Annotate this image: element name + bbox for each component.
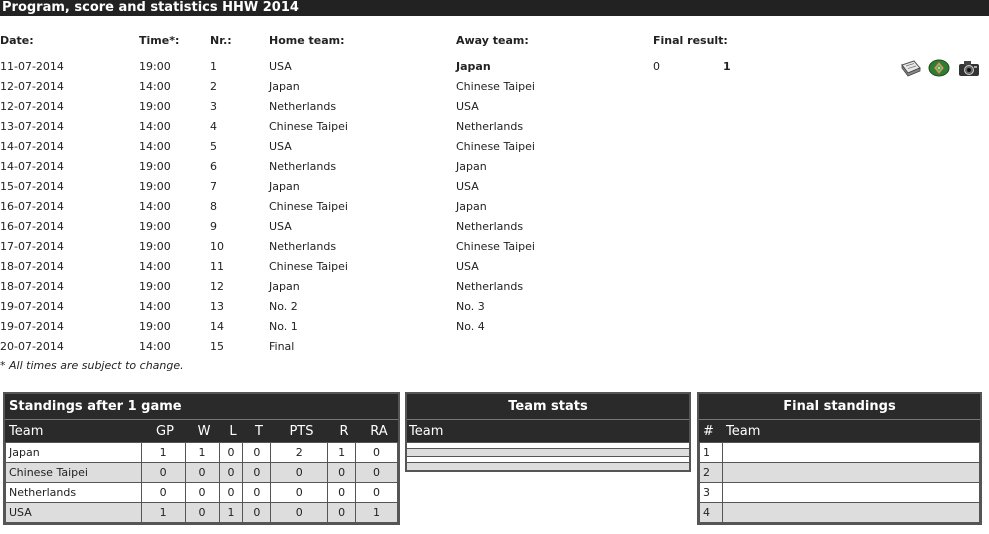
ra-cell: 0 [356,443,398,463]
pts-cell: 0 [271,483,328,503]
game-row [0,178,989,198]
standings-title: Standings after 1 game [5,394,398,419]
away-team: USA [456,260,479,273]
away-team: Chinese Taipei [456,140,535,153]
game-date: 16-07-2014 [0,200,64,213]
gp-cell: 0 [141,483,185,503]
game-time: 14:00 [139,340,171,353]
game-number: 1 [210,60,217,73]
game-date: 17-07-2014 [0,240,64,253]
away-team: No. 3 [456,300,485,313]
team-cell [723,483,980,503]
l-cell: 0 [219,463,243,483]
game-number: 12 [210,280,224,293]
game-date: 18-07-2014 [0,280,64,293]
game-number: 6 [210,160,217,173]
game-date: 16-07-2014 [0,220,64,233]
table-row [407,448,689,456]
table-row [700,483,980,503]
r-cell: 1 [328,443,356,463]
table-row [407,462,689,470]
w-cell: 0 [185,503,219,523]
away-team: Chinese Taipei [456,240,535,253]
game-time: 19:00 [139,220,171,233]
game-row [0,198,989,218]
team-cell: Chinese Taipei [6,463,142,483]
w-cell: 0 [185,483,219,503]
game-time: 14:00 [139,300,171,313]
t-cell: 0 [243,463,271,483]
home-team-header: Home team: [269,34,345,47]
rank-cell: 1 [700,443,723,463]
team-cell [723,443,980,463]
home-team: USA [269,220,292,233]
home-team: No. 1 [269,320,298,333]
game-row [0,58,989,78]
game-row [0,278,989,298]
game-row [0,338,989,358]
col-r: R [339,424,349,439]
home-team: USA [269,140,292,153]
team-cell [723,463,980,483]
away-team: USA [456,180,479,193]
table-row [6,503,398,523]
table-row [6,463,398,483]
baseball-field-icon[interactable] [928,59,950,77]
home-team: Japan [269,280,300,293]
away-team: Japan [456,60,491,73]
away-score: 1 [723,60,731,73]
col-t: T [255,424,263,439]
game-row [0,98,989,118]
camera-icon[interactable] [958,59,980,77]
program-header [0,34,989,48]
game-time: 19:00 [139,240,171,253]
pts-cell: 2 [271,443,328,463]
game-time: 14:00 [139,80,171,93]
table-row [6,443,398,463]
game-date: 14-07-2014 [0,140,64,153]
game-time: 19:00 [139,280,171,293]
times-note: * All times are subject to change. [0,359,184,372]
final-standings-panel [697,392,982,525]
table-row [700,503,980,523]
team-cell [723,503,980,523]
gp-cell: 1 [141,503,185,523]
time-header: Time*: [139,34,180,47]
r-cell: 0 [328,483,356,503]
home-team: Netherlands [269,100,337,113]
program-list [0,58,989,358]
game-row [0,298,989,318]
game-date: 19-07-2014 [0,320,64,333]
game-time: 14:00 [139,260,171,273]
team-cell: Netherlands [6,483,142,503]
game-number: 7 [210,180,217,193]
ra-cell: 1 [356,503,398,523]
game-row [0,238,989,258]
game-row [0,218,989,238]
t-cell: 0 [243,443,271,463]
away-team: USA [456,100,479,113]
game-time: 19:00 [139,180,171,193]
rank-cell: 2 [700,463,723,483]
col-pts: PTS [289,424,314,439]
col-rank: # [703,424,714,439]
away-team: Japan [456,200,487,213]
home-team: Chinese Taipei [269,120,348,133]
away-team-header: Away team: [456,34,529,47]
game-number: 2 [210,80,217,93]
game-row [0,138,989,158]
team-stats-header: Team [407,419,689,442]
r-cell: 0 [328,503,356,523]
col-gp: GP [156,424,174,439]
game-date: 13-07-2014 [0,120,64,133]
col-w: W [197,424,211,439]
away-team: No. 4 [456,320,485,333]
r-cell: 0 [328,463,356,483]
pts-cell: 0 [271,463,328,483]
game-time: 19:00 [139,320,171,333]
away-team: Netherlands [456,220,524,233]
final-standings-table [699,442,980,523]
game-date: 12-07-2014 [0,100,64,113]
l-cell: 0 [219,483,243,503]
game-time: 19:00 [139,60,171,73]
col-l: L [229,424,237,439]
l-cell: 0 [219,443,243,463]
game-date: 18-07-2014 [0,260,64,273]
date-header: Date: [0,34,34,47]
home-team: Chinese Taipei [269,260,348,273]
game-number: 3 [210,100,217,113]
gp-cell: 1 [141,443,185,463]
w-cell: 1 [185,443,219,463]
game-number: 15 [210,340,224,353]
game-number: 4 [210,120,217,133]
t-cell: 0 [243,503,271,523]
home-team: Japan [269,180,300,193]
col-team: Team [726,424,761,439]
home-team: Netherlands [269,160,337,173]
ra-cell: 0 [356,463,398,483]
home-team: Final [269,340,295,353]
table-row [6,483,398,503]
final-standings-header [699,419,980,442]
game-time: 14:00 [139,200,171,213]
home-team: Netherlands [269,240,337,253]
home-team: No. 2 [269,300,298,313]
team-cell: Japan [6,443,142,463]
page-title: Program, score and statistics HHW 2014 [0,0,989,16]
game-row [0,78,989,98]
team-stats-panel [405,392,691,472]
game-number: 5 [210,140,217,153]
standings-header [5,419,398,442]
away-team: Chinese Taipei [456,80,535,93]
col-ra: RA [370,424,388,439]
home-score: 0 [653,60,660,73]
standings-panel [3,392,400,525]
table-row [700,443,980,463]
game-time: 19:00 [139,100,171,113]
final-standings-title: Final standings [699,394,980,419]
game-number: 10 [210,240,224,253]
game-row [0,258,989,278]
game-number: 11 [210,260,224,273]
away-team: Japan [456,160,487,173]
l-cell: 1 [219,503,243,523]
scoresheet-icon[interactable] [900,59,922,77]
game-number: 14 [210,320,224,333]
standings-table [5,442,398,523]
rank-cell: 4 [700,503,723,523]
home-team: USA [269,60,292,73]
game-date: 11-07-2014 [0,60,64,73]
w-cell: 0 [185,463,219,483]
nr-header: Nr.: [210,34,232,47]
game-time: 14:00 [139,140,171,153]
game-time: 14:00 [139,120,171,133]
away-team: Netherlands [456,120,524,133]
game-row [0,158,989,178]
home-team: Chinese Taipei [269,200,348,213]
team-stats-title: Team stats [407,394,689,419]
game-date: 20-07-2014 [0,340,64,353]
table-row [700,463,980,483]
game-number: 9 [210,220,217,233]
game-number: 8 [210,200,217,213]
game-date: 14-07-2014 [0,160,64,173]
t-cell: 0 [243,483,271,503]
col-team: Team [9,424,44,439]
rank-cell: 3 [700,483,723,503]
game-row [0,118,989,138]
team-cell: USA [6,503,142,523]
pts-cell: 0 [271,503,328,523]
ra-cell: 0 [356,483,398,503]
game-date: 12-07-2014 [0,80,64,93]
game-number: 13 [210,300,224,313]
home-team: Japan [269,80,300,93]
away-team: Netherlands [456,280,524,293]
game-time: 19:00 [139,160,171,173]
game-row [0,318,989,338]
final-result-header: Final result: [653,34,728,47]
gp-cell: 0 [141,463,185,483]
game-date: 15-07-2014 [0,180,64,193]
game-date: 19-07-2014 [0,300,64,313]
